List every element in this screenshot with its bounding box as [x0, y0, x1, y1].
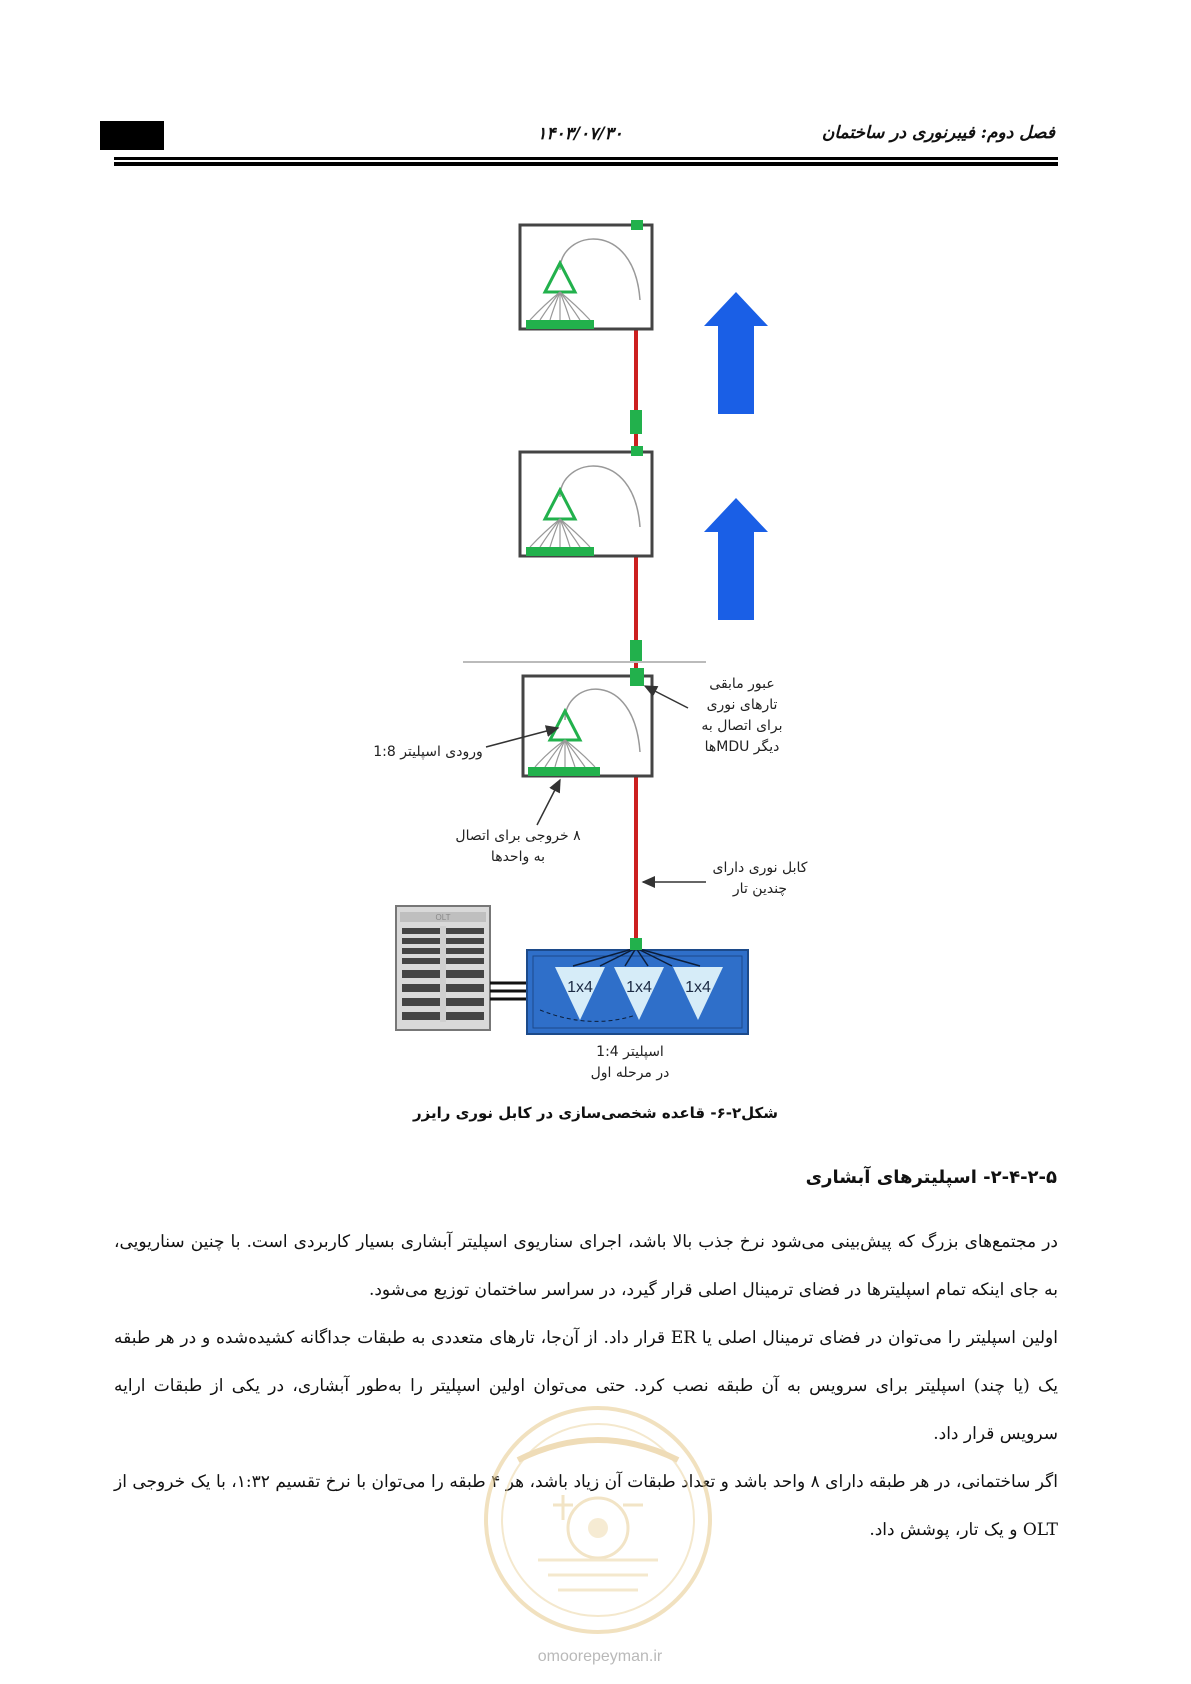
label-first-stage — [570, 1042, 690, 1084]
first-stage-splitter-panel — [527, 938, 748, 1034]
label-first-stage-splitter: اسپلیتر — [623, 1044, 664, 1060]
floor-box-first — [523, 668, 652, 776]
connector — [630, 410, 642, 434]
label-splitter-input-text: ورودی اسپلیتر — [400, 744, 483, 760]
label-cable: کابل نوری دارای چندین تار — [712, 860, 808, 897]
paragraph: اولین اسپلیتر را می‌توان در فضای ترمینال اصلی یا ER قرار داد. از آن‌جا، تارهای متعددی به طبقات جداگانه کشیده‌شده و در هر طبقه یک (یا چند) اسپلیتر برای سرویس به آن طبقه نصب کرد. حتی می‌توان اولین اسپلیتر را به‌طور آبشاری، در یکی از طبقات ارایه سرویس قرار داد. — [114, 1328, 1058, 1444]
watermark-url: omoorepeyman.ir — [537, 1648, 663, 1665]
label-first-stage-location: در مرحله اول — [590, 1065, 670, 1081]
connector — [631, 220, 643, 230]
label-first-stage-ratio: 1:4 — [596, 1044, 619, 1060]
floor-box-middle — [520, 446, 652, 556]
connector — [631, 446, 643, 456]
floor-box-top — [520, 220, 652, 329]
splitter-tag: 1x4 — [567, 979, 593, 996]
paragraph: در مجتمع‌های بزرگ که پیش‌بینی می‌شود نرخ جذب بالا باشد، اجرای سناریوی اسپلیتر آبشاری بسیار کاربردی است. با چنین سناریویی، به جای اینکه تمام اسپلیترها در فضای ترمینال اصلی قرار گیرد، در سراسر ساختمان توزیع می‌شود. — [114, 1232, 1058, 1300]
splitter-tag: 1x4 — [626, 979, 652, 996]
connector — [630, 640, 642, 662]
label-splitter-input — [368, 742, 488, 763]
paragraph: اگر ساختمانی، در هر طبقه دارای ۸ واحد باشد و تعداد طبقات آن زیاد باشد، هر ۴ طبقه را می‌توان با نرخ تقسیم ۱:۳۲، با یک خروجی از OLT و یک تار، پوشش داد. — [114, 1472, 1059, 1540]
header-date: ۱۴۰۳/۰۷/۳۰ — [537, 124, 623, 144]
header-chapter-title: فصل دوم: فیبرنوری در ساختمان — [821, 123, 1055, 143]
section-heading: ۲-۴-۲-۵- اسپلیترهای آبشاری — [805, 1167, 1057, 1188]
olt-label: OLT — [435, 913, 451, 922]
connector — [630, 668, 644, 686]
up-arrow-top — [704, 292, 768, 414]
splitter-tag: 1x4 — [685, 979, 711, 996]
up-arrow-middle — [704, 498, 768, 620]
label-splitter-input-ratio: 1:8 — [373, 744, 396, 760]
connector — [630, 938, 642, 950]
olt-rack — [396, 906, 490, 1030]
watermark-seal — [478, 1400, 718, 1640]
label-pass-through: عبور مابقی تارهای نوری برای اتصال به دیگر MDUها — [701, 676, 783, 755]
label-outputs: ۸ خروجی برای اتصال به واحدها — [455, 828, 581, 865]
figure-caption: شکل۲-۶- قاعده شخصی‌سازی در کابل نوری رایزر — [413, 1104, 778, 1122]
